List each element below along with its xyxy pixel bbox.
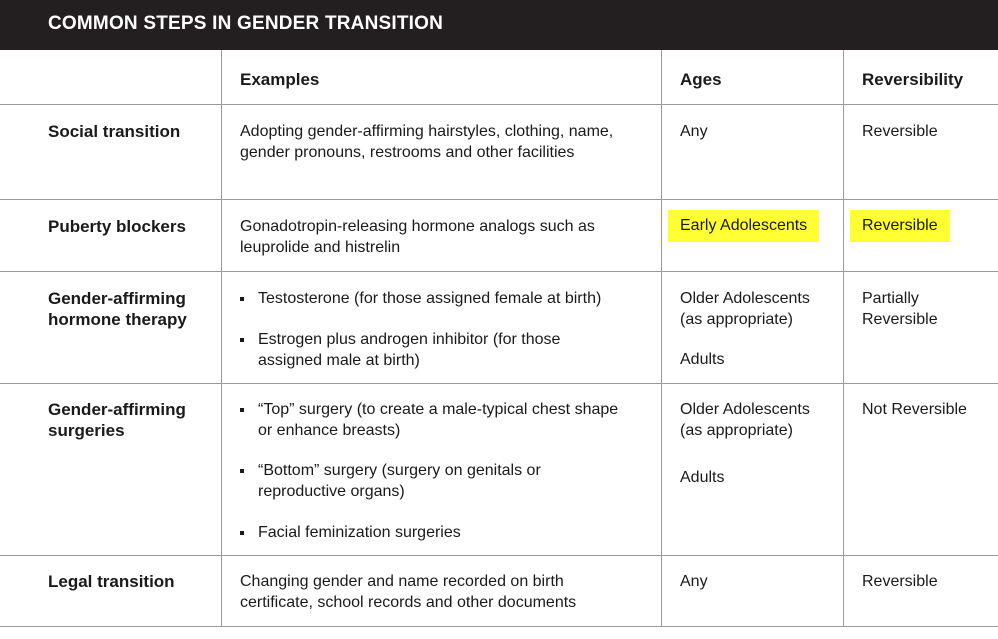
- ages-value: Adults: [680, 469, 725, 486]
- row-divider: [0, 271, 998, 272]
- examples-line: leuprolide and histrelin: [240, 239, 401, 256]
- ages-value: Older Adolescents: [680, 401, 810, 418]
- bullet-text: Estrogen plus androgen inhibitor (for those: [258, 331, 561, 348]
- row-divider: [0, 555, 998, 556]
- bullet-text-continued: or enhance breasts): [258, 422, 401, 439]
- reversibility-value: Reversible: [862, 573, 938, 590]
- bullet-icon: [240, 408, 244, 412]
- row-label-puberty-blockers: Puberty blockers: [48, 217, 186, 236]
- row-label-surgeries: surgeries: [48, 421, 125, 440]
- highlight-mark: Reversible: [850, 210, 950, 242]
- row-divider: [0, 383, 998, 384]
- row-label-surgeries: Gender-affirming: [48, 400, 186, 419]
- bullet-text: “Top” surgery (to create a male-typical chest shape: [258, 401, 619, 418]
- bullet-icon: [240, 531, 244, 535]
- ages-value: Any: [680, 573, 708, 590]
- reversibility-value: Not Reversible: [862, 401, 967, 418]
- column-header-examples: Examples: [240, 70, 320, 89]
- ages-value: Older Adolescents: [680, 290, 810, 307]
- bullet-text-continued: reproductive organs): [258, 483, 405, 500]
- examples-line: certificate, school records and other documents: [240, 594, 577, 611]
- bullet-icon: [240, 469, 244, 473]
- bullet-icon: [240, 297, 244, 301]
- column-header-ages: Ages: [680, 70, 722, 89]
- column-divider: [661, 50, 662, 627]
- bullet-text-continued: assigned male at birth): [258, 352, 420, 369]
- ages-value: Adults: [680, 351, 725, 368]
- reversibility-value: Reversible: [862, 123, 938, 140]
- bullet-text: Testosterone (for those assigned female at birth): [258, 290, 602, 307]
- column-header-reversibility: Reversibility: [862, 70, 964, 89]
- row-label-social-transition: Social transition: [48, 122, 181, 141]
- row-divider: [0, 626, 998, 627]
- header-divider: [0, 104, 998, 105]
- reversibility-value: Partially: [862, 290, 919, 307]
- reversibility-value-highlighted: [862, 210, 950, 242]
- examples-line: gender pronouns, restrooms and other facilities: [240, 144, 575, 161]
- row-divider: [0, 199, 998, 200]
- ages-value: Any: [680, 123, 708, 140]
- row-label-hormone-therapy: Gender-affirming: [48, 289, 186, 308]
- column-divider: [843, 50, 844, 627]
- reversibility-value: Reversible: [862, 311, 938, 328]
- examples-line: Gonadotropin-releasing hormone analogs such as: [240, 218, 595, 235]
- column-divider: [221, 50, 222, 627]
- row-label-hormone-therapy: hormone therapy: [48, 310, 187, 329]
- title-bar: [0, 0, 998, 50]
- ages-value: (as appropriate): [680, 422, 793, 439]
- highlight-mark: Early Adolescents: [668, 210, 819, 242]
- table-title: COMMON STEPS IN GENDER TRANSITION: [48, 13, 444, 34]
- examples-line: Changing gender and name recorded on birth: [240, 573, 564, 590]
- bullet-text: “Bottom” surgery (surgery on genitals or: [258, 462, 541, 479]
- bullet-text: Facial feminization surgeries: [258, 524, 461, 541]
- examples-line: Adopting gender-affirming hairstyles, clothing, name,: [240, 123, 614, 140]
- bullet-icon: [240, 338, 244, 342]
- row-label-legal-transition: Legal transition: [48, 572, 175, 591]
- ages-value: (as appropriate): [680, 311, 793, 328]
- ages-value-highlighted: [680, 210, 819, 242]
